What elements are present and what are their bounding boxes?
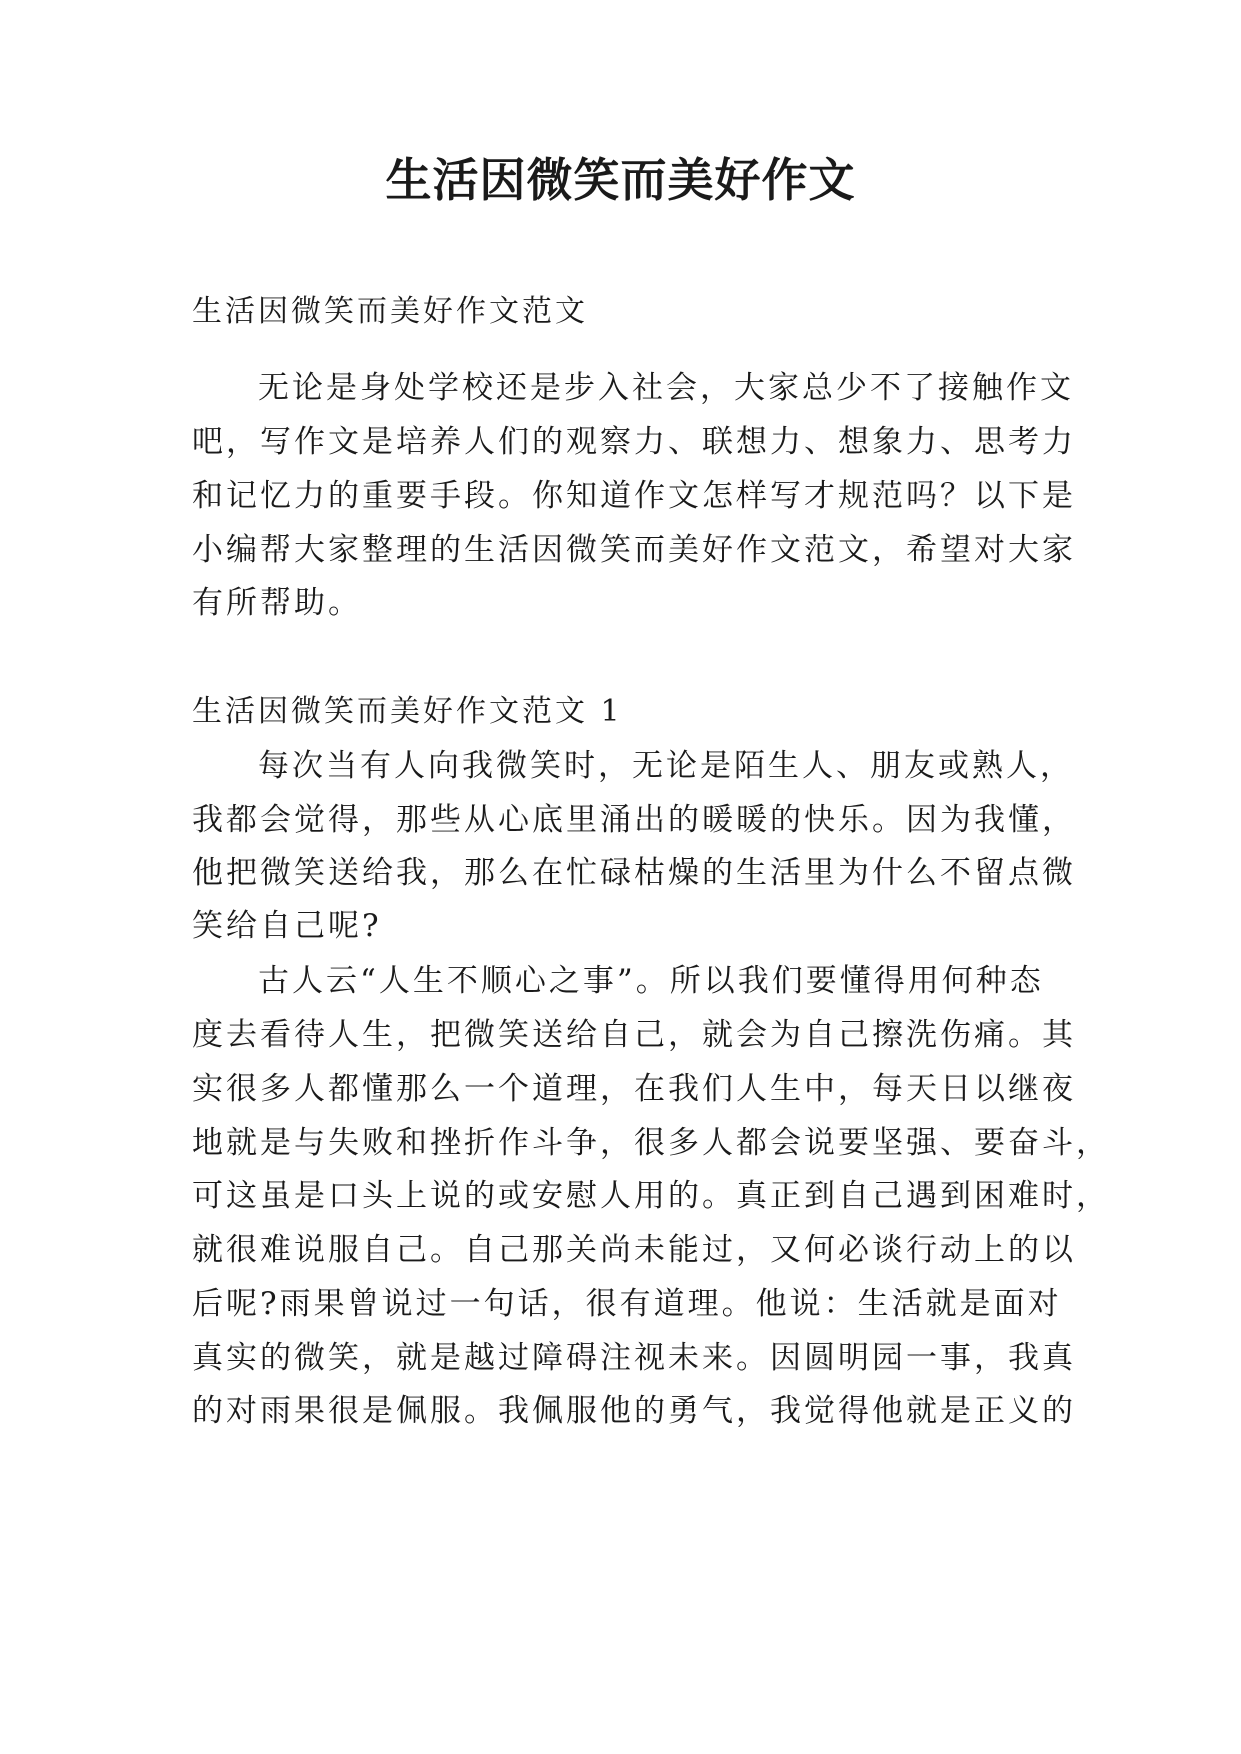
para-line: 的对雨果很是佩服。我佩服他的勇气，我觉得他就是正义的	[192, 1393, 1076, 1429]
para-line: 我都会觉得，那些从心底里涌出的暖暖的快乐。因为我懂，	[192, 802, 1076, 838]
para-line: 地就是与失败和挫折作斗争，很多人都会说要坚强、要奋斗，	[192, 1125, 1110, 1161]
para-line: 真实的微笑，就是越过障碍注视未来。因圆明园一事，我真	[192, 1340, 1076, 1376]
para-line: 古人云“人生不顺心之事”。所以我们要懂得用何种态	[258, 963, 1044, 999]
section-heading: 生活因微笑而美好作文范文 1	[192, 694, 623, 729]
intro-line: 和记忆力的重要手段。你知道作文怎样写才规范吗？以下是	[192, 478, 1076, 514]
document-subtitle: 生活因微笑而美好作文范文	[192, 294, 588, 329]
intro-line: 小编帮大家整理的生活因微笑而美好作文范文，希望对大家	[192, 532, 1076, 568]
document-title: 生活因微笑而美好作文	[385, 153, 856, 207]
intro-line: 有所帮助。	[192, 585, 362, 621]
intro-line: 无论是身处学校还是步入社会，大家总少不了接触作文	[258, 370, 1074, 406]
para-line: 实很多人都懂那么一个道理，在我们人生中，每天日以继夜	[192, 1071, 1076, 1107]
para-line: 每次当有人向我微笑时，无论是陌生人、朋友或熟人，	[258, 748, 1074, 784]
para-line: 后呢?雨果曾说过一句话，很有道理。他说：生活就是面对	[192, 1286, 1062, 1322]
para-line: 就很难说服自己。自己那关尚未能过，又何必谈行动上的以	[192, 1232, 1076, 1268]
para-line: 笑给自己呢?	[192, 908, 382, 944]
para-line: 他把微笑送给我，那么在忙碌枯燥的生活里为什么不留点微	[192, 855, 1076, 891]
intro-line: 吧，写作文是培养人们的观察力、联想力、想象力、思考力	[192, 424, 1076, 460]
para-line: 度去看待人生，把微笑送给自己，就会为自己擦洗伤痛。其	[192, 1017, 1076, 1053]
para-line: 可这虽是口头上说的或安慰人用的。真正到自己遇到困难时，	[192, 1178, 1110, 1214]
